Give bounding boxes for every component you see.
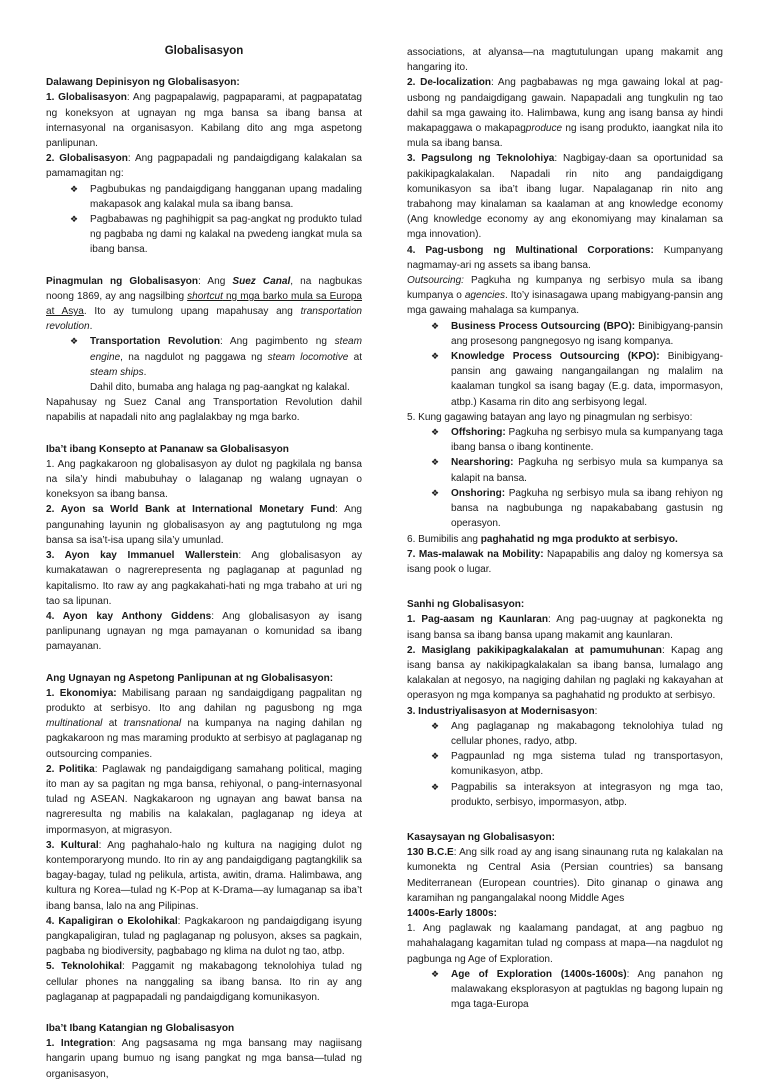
text-run: produce [525,123,563,135]
cause-label: 1. Pag-aasam ng Kaunlaran [407,614,549,626]
bullet-item [407,749,723,779]
history-exploration: 1. Ang paglawak ng kaalamang pandagat, at ang pagbuo ng mahahalagang kagamitan tulad ng compass at mapa—na nagdulot ng pagbunga ng Age of Exploration. [407,923,723,965]
aspect-text: : Paggamit ng makabagong teknolohiya tulad ng cellular phones na nanggaling sa ibang bansa. Ito rin ay ang paglaganap at pagpapadali ng pandaigdigang komunikasyon. [46,961,362,1003]
diamond-bullet-icon: ❖ [431,487,440,498]
aspect-text: : Ang paghahalo-halo ng kultura na nagiging dulot ng kontemporaryong mundo. Ito rin ay ang pandaigdigang pagtangkilik sa bagay-bagay, tulad ng pelikula, artista, awitin, drama. Halimbawa, ang kultura ng Korea—tulad ng K-Pop at K-Drama—ay lumaganap sa iba’t ibang bansa, lalo na ang Pilipinas. [46,839,362,912]
cause-label: 3. Industriyalisasyon at Modernisasyon [407,705,595,717]
bullet-label: Nearshoring: [451,457,514,469]
text-run: . [143,366,147,378]
aspect-economy [46,686,362,762]
definition-2-label: 2. Globalisasyon [46,153,128,165]
characteristic-label: 3. Pagsulong ng Teknolohiya [407,153,555,165]
characteristic-label: 2. De-localization [407,77,491,89]
characteristic-text: : Nagbigay-daan sa oportunidad sa pakikipagkalakalan. Napadali rin nito ang pandaigdigang komunikasyon sa iba’t ibang lugar. Napalaganap rin nito ang trabahong may kinalaman sa kaalaman at ang knowledge economy (Ang knowledge economy ay ang ekonomiyang may kinalaman sa mga innovation). [407,153,723,241]
concept-4-label: 4. Ayon kay Anthony Giddens [46,610,212,622]
concept-3-text: : Ang globalisasyon ay kumakatawan o nagrerepresenta ng paglaganap at pagunlad ng kapitalismo. Ito raw ay ang pagkakahati-hati ng mga trabaho at uri ng tao sa lipunan. [46,550,362,607]
text-run: Pagkuha ng kumpanya ng serbisyo mula sa ibang kumpanya o [407,275,723,302]
diamond-bullet-icon: ❖ [431,968,440,979]
cause-label: 2. Masiglang pakikipagkalakalan at pamumuhunan [407,644,662,656]
bullet-text: Pagbubukas ng pandaigdigang hangganan upang madaling makapasok ang kalakal mula sa ibang bansa. [90,183,362,210]
characteristic-text: : Ang pagsasama ng mga bansang may nagiisang hangarin upang bumuo ng isang pangkat ng mga bansa—tulad ng organisasyon, [46,1038,363,1080]
text-run: multinational [46,718,103,730]
diamond-bullet-icon: ❖ [431,351,440,362]
aspect-text: : Paglawak ng pandaigdigang samahang political, maging ito man ay sa pagitan ng mga bansa, rehiyonal, o pang-internasyonal tulad ng ASEAN. Nagkakaroon ng ugnayan ang bawat bansa na nagreresulta ng mabilis na kalakalan, paglaganap ng ideya at impormasyon, at migrasyon. [46,763,363,836]
transport-revolution-text: transportation revolution [46,306,363,333]
bullet-item [407,486,723,532]
aspect-label: 1. Ekonomiya: [46,687,117,699]
period-label: 1400s-Early 1800s: [407,907,497,919]
bullet-text: Pagpabilis sa interaksyon at integrasyon ng mga tao, produkto, serbisyo, impormasyon, atbp. [451,781,723,808]
cause-text: : Ang pag-uugnay at pagkonekta ng isang bansa sa ibang bansa upang makamit ang kaunlaran. [407,614,723,641]
characteristic-technology [407,151,723,242]
text-run: transnational [123,718,182,730]
bullet-label: Transportation Revolution [90,336,220,348]
diamond-bullet-icon: ❖ [431,320,440,331]
bullet-text: Pagkuha ng serbisyo mula sa ibang rehiyon ng bansa na nagbubunga ng napakababang gastusin ng operasyon. [451,487,723,530]
section-heading-social-aspects: Ang Ugnayan ng Aspetong Panlipunan at ng Globalisasyon: [46,672,334,684]
history-silk-road [407,845,723,906]
characteristic-delocalization [407,75,723,151]
origin-summary: Napahusay ng Suez Canal ang Transportation Revolution dahil napabilis at napadali nito ang paglalakbay ng mga barko. [46,397,362,424]
text-run: : Ang [198,275,233,287]
text-run: . Ito’y isinasagawa upang mabigyang-pansin ang mga gawaing mahalaga sa kumpanya. [407,290,723,317]
concept-2-text: : Ang pangunahing layunin ng globalisasyon ay ang pagtutulong ng mga bansa sa isa’t-isa upang sila’y umunlad. [46,504,363,546]
bullet-text: Pagbabawas ng paghihigpit sa pag-angkat ng produkto tulad ng pagbaba ng dami ng kalakal na pwedeng iangkat mula sa ibang bansa. [90,214,362,256]
characteristic-label: 4. Pag-usbong ng Multinational Corporations: [407,244,654,256]
characteristic-integration [46,1036,362,1082]
bullet-label: Offshoring: [451,427,506,439]
concept-4-text: : Ang globalisasyon ay isang panlipunang ugnayan ng mga pamayanan o komunidad sa ibang pamayanan. [46,610,362,653]
text-run: , na nagdulot ng paggawa ng [120,351,268,363]
text-run: ng mga barko mula sa Europa at Asya [46,290,363,318]
bullet-label: Knowledge Process Outsourcing (KPO): [451,351,660,363]
diamond-bullet-icon: ❖ [70,336,79,347]
diamond-bullet-icon: ❖ [431,781,440,792]
definition-2 [46,151,362,181]
bullet-item [407,719,723,749]
outsourcing-label: Outsourcing: [407,275,464,287]
concept-2-label: 2. Ayon sa World Bank at International Monetary Fund [46,504,336,516]
bullet-text: Pagpaunlad ng mga sistema tulad ng transportasyon, komunikasyon, atbp. [451,751,723,778]
aspect-label: 4. Kapaligiran o Ekolohikal [46,915,178,927]
history-text: : Ang silk road ay ang isang sinaunang ruta ng kalakalan na kumonekta ng Central Asia (Persian countries) sa bansang Mediterranean (European countries). Dito ginanap o ginawa ang karamihan ng pangangalakal noong Middle Ages [407,847,723,904]
section-heading-causes: Sanhi ng Globalisasyon: [407,599,525,611]
bullet-text: Binibigyang-pansin ang prosesong pangnegosyo ng isang kompanya. [451,320,723,347]
bullet-text: Ang paglaganap ng makabagong teknolohiya tulad ng cellular phones, radyo, atbp. [451,720,723,747]
right-column [407,45,723,1012]
text-run: : Ang pagimbento ng [219,336,335,348]
diamond-bullet-icon: ❖ [431,427,440,438]
text-run: steam engine [90,336,362,363]
aspect-culture [46,838,362,914]
text-run: . [89,321,93,333]
text-run: agencies [464,290,506,302]
cause-text: : [594,705,598,717]
concept-4 [46,609,362,655]
bullet-label: Onshoring: [451,487,506,499]
text-run: at [102,718,124,730]
bullet-item [407,455,723,485]
cause-text: : Kapag ang isang bansa ay nakikipagkalakalan sa ibang bansa, lumalago ang kalakalan at negosyo, na nagiging dahilan ng paglaki ng kakayahan at operasyon ng mga kompanya sa paghahatid ng produkto at serbisyo. [407,644,723,702]
page-title: Globalisasyon [164,45,244,57]
diamond-bullet-icon: ❖ [431,751,440,762]
aspect-politics [46,762,362,838]
cause-3 [407,704,723,719]
section-heading-concepts: Iba’t ibang Konsepto at Pananaw sa Globalisasyon [46,443,289,455]
text-run: na kumpanya na naging dahilan ng pagkakaroon ng mas maraming produkto at serbisyo at paglaganap ng outsourcing companies. [46,718,362,760]
text-run: at [348,351,362,363]
concept-1: 1. Ang pagkakaroon ng globalisasyon ay dulot ng pagkilala ng bansa na sila’y hindi mabubuhay o lalaganap ng walang ugnayan o koneksyon sa ibang bansa. [46,458,362,501]
section-heading-history: Kasaysayan ng Globalisasyon: [407,831,555,843]
section-heading-characteristics: Iba’t Ibang Katangian ng Globalisasyon [46,1022,235,1034]
cause-2 [407,643,723,704]
concept-3 [46,548,362,609]
concept-3-label: 3. Ayon kay Immanuel Wallerstein [46,550,239,562]
definition-1-label: 1. Globalisasyon [46,92,127,104]
bullet-item [46,212,362,258]
aspect-technology [46,959,362,1005]
bullet-item [407,349,723,410]
definition-1-text: : Ang pagpapalawig, pagpaparami, at pagpapatatag ng koneksyon at ugnayan ng mga bansa sa ibang bansa at internasyonal na organisasyon. Kabilang dito ang mga aspetong panlipunan. [46,92,362,150]
diamond-bullet-icon: ❖ [431,457,440,468]
shortcut-text: shortcut [187,290,223,302]
definition-2-text: : Ang pagpapadali ng pandaigdigang kalakalan sa pamamagitan ng: [46,153,362,180]
diamond-bullet-icon: ❖ [431,720,440,731]
bullet-item [46,182,362,212]
text-run: Mabilisang paraan ng sandaigdigang pagpalitan ng produkto at serbisyo. Ito ang dahilan ng pagusbong ng mga [46,687,362,714]
bullet-item [407,319,723,349]
integration-continuation: associations, at alyansa—na magtutulungan upang makamit ang hangaring ito. [407,47,723,74]
bullet-text: : Ang panahon ng malawakang eksplorasyon at pagtuklas ng bagong lupain ng mga taga-Europa [451,968,724,1011]
suez-canal-text: Suez Canal [232,275,291,287]
definition-1 [46,90,362,151]
characteristic-multinational [407,243,723,273]
bullet-text: Pagkuha ng serbisyo mula sa kumpanyang taga ibang bansa o ibang kontinente. [451,427,723,454]
characteristic-6 [407,532,723,547]
characteristic-label: 7. Mas-malawak na Mobility: [407,548,544,560]
aspect-text: : Pagkakaroon ng pandaigdigang isyung pangkapaligiran, tulad ng paglaganap ng polusyon, akses sa pagkain, pagbaba ng biodiversity, pagbabago ng klima na dulot ng tao, atbp. [46,915,362,958]
bullet-text: Binibigyang-pansin ang gawaing nangangailangan ng malalim na kaalaman tungkol sa isang bagay (E.g. data, impormasyon, atbp.) Kasama rin dito ang serbisyong legal. [451,351,723,408]
characteristic-label: 1. Integration [46,1038,113,1050]
text-run: steam locomotive [267,351,349,363]
bullet-item [407,967,723,1013]
diamond-bullet-icon: ❖ [70,214,79,225]
section-heading-definitions: Dalawang Depinisyon ng Globalisasyon: [46,77,240,89]
history-label: 130 B.C.E [407,847,454,859]
aspect-label: 3. Kultural [46,839,99,851]
aspect-label: 5. Teknolohikal [46,961,122,973]
text-run: ng isang produkto, iaangkat nila ito mula sa ibang bansa. [407,123,723,150]
text-run: : Ang pagbabawas ng mga gawaing lokal at pag-usbong ng pandaigdigang gawain. Napapadali ang tungkulin ng tao dahil sa mga gawaing ito. Halimbawa, kung ang isang bansa ay hindi makapaggawa o makapag [407,77,723,135]
characteristic-5: 5. Kung gagawing batayan ang layo ng pinagmulan ng serbisyo: [407,411,693,423]
characteristic-7 [407,547,723,577]
bullet-label: Age of Exploration (1400s-1600s) [451,968,627,980]
bullet-item [407,780,723,810]
characteristic-text: Napapabilis ang daloy ng komersya sa isang pook o lugar. [407,548,723,575]
diamond-bullet-icon: ❖ [70,183,79,194]
text-run: paghahatid ng mga produkto at serbisyo. [480,533,678,545]
bullet-label: Business Process Outsourcing (BPO): [451,320,636,332]
text-run: , na nagbukas noong 1869, ay ang nagsilbing [46,275,362,302]
left-column [46,44,362,1082]
aspect-label: 2. Politika [46,763,95,775]
text-run: . Ito ay tumulong upang mapahusay ang [83,306,301,318]
bullet-text: Pagkuha ng serbisyo mula sa kumpanya sa kalapit na bansa. [451,457,723,484]
bullet-item [407,425,723,455]
outsourcing-definition [407,273,723,319]
origin-label: Pinagmulan ng Globalisasyon [46,275,199,287]
concept-2 [46,502,362,548]
aspect-environment [46,914,362,960]
bullet-continuation: Dahil dito, bumaba ang halaga ng pag-aangkat ng kalakal. [90,382,350,394]
bullet-item [46,334,362,380]
history-period-heading [407,906,723,921]
characteristic-text: Kumpanyang nagmamay-ari ng assets sa ibang bansa. [407,244,723,271]
origin-paragraph [46,274,362,335]
text-run: 6. Bumibilis ang [407,533,481,545]
text-run: steam ships [90,366,144,378]
cause-1 [407,612,723,642]
